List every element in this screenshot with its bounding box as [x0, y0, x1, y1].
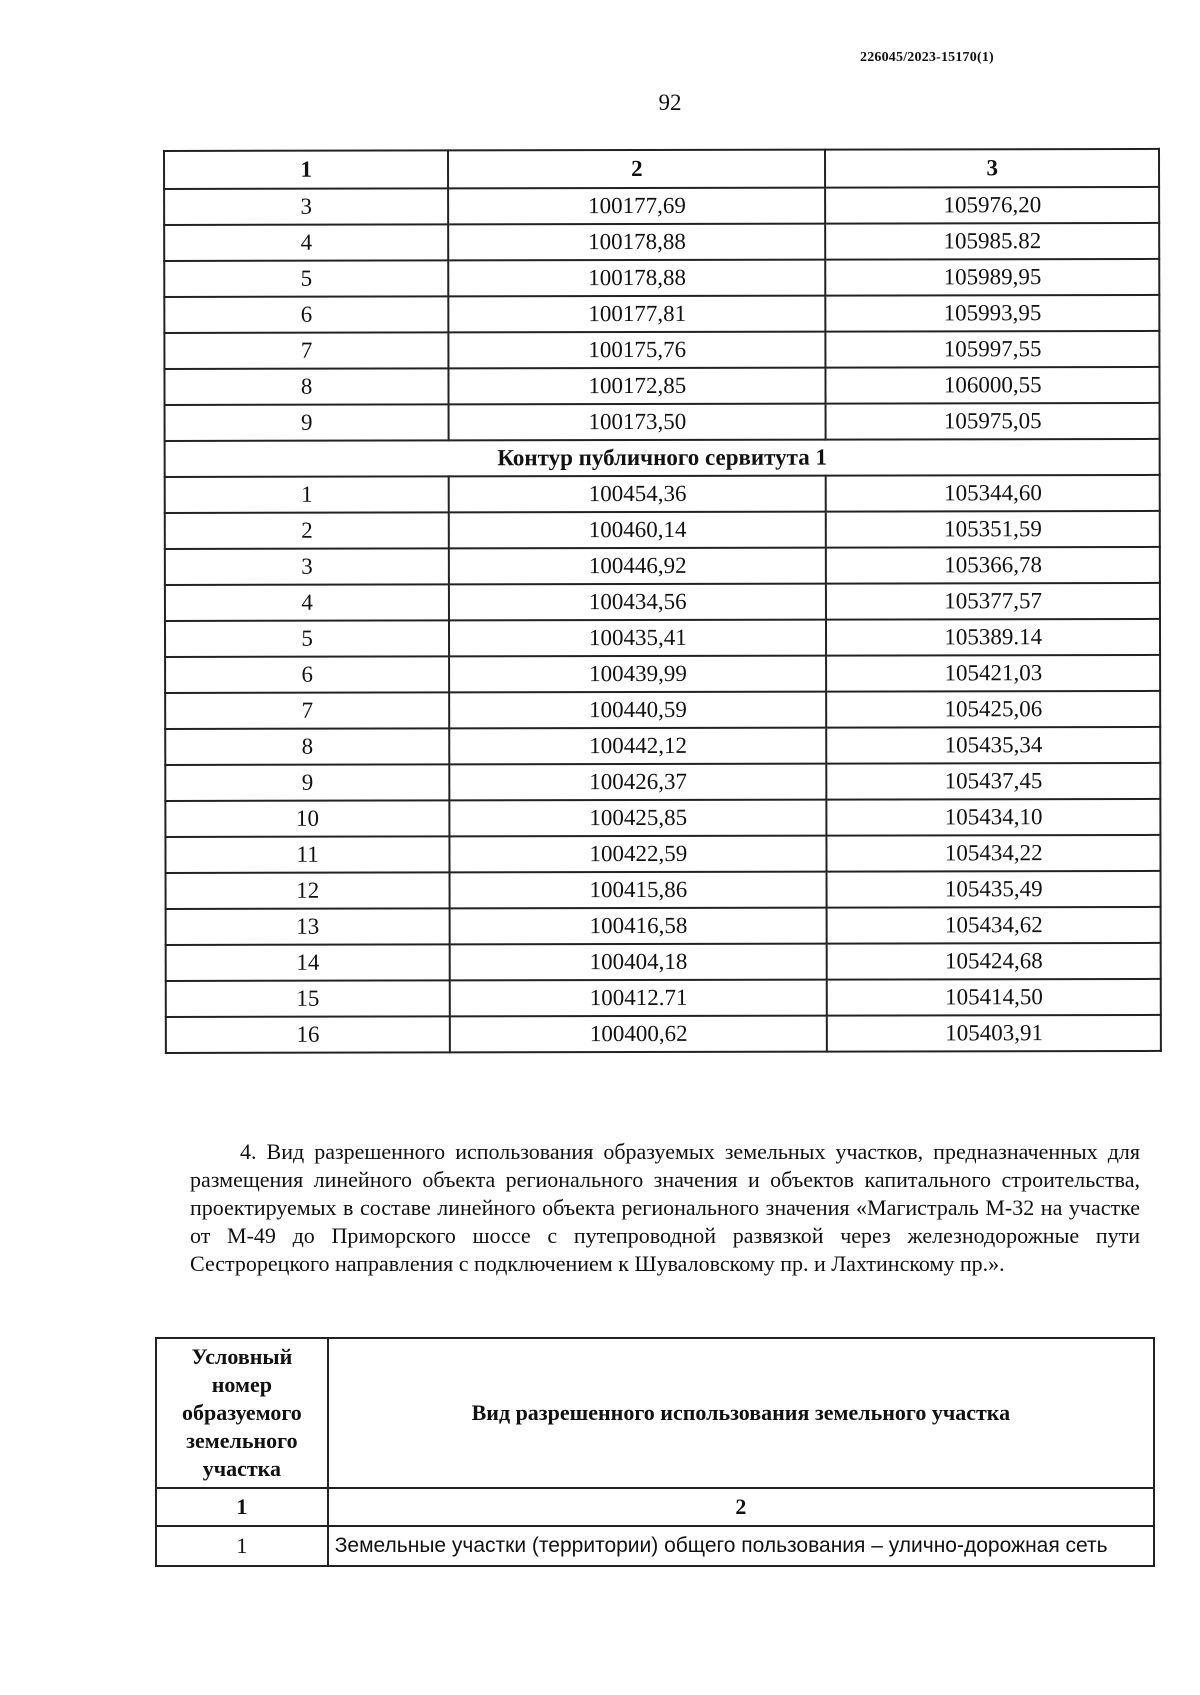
table-cell: 105437,45 — [827, 763, 1161, 800]
table-cell: 105377,57 — [826, 583, 1160, 620]
table-cell: 100400,62 — [450, 1016, 827, 1053]
table-cell: 100175,76 — [449, 332, 826, 369]
table-cell: 100422,59 — [450, 836, 827, 873]
table-cell: 105414,50 — [827, 979, 1161, 1016]
table-cell: 11 — [165, 836, 449, 873]
table-cell: 8 — [164, 368, 448, 405]
table-cell: 100426,37 — [450, 764, 827, 801]
table-cell: 100454,36 — [449, 476, 826, 513]
table-cell: 3 — [165, 548, 449, 585]
table-cell: 106000,55 — [826, 367, 1160, 404]
page-number: 92 — [658, 90, 682, 115]
table-row — [164, 259, 1159, 297]
table-cell: 2 — [165, 512, 449, 549]
table-row — [165, 835, 1160, 873]
table-cell: 100416,58 — [450, 908, 827, 945]
table-cell: 105975,05 — [826, 403, 1160, 440]
table-cell: 100442,12 — [450, 728, 827, 765]
table-row — [165, 475, 1160, 513]
table-row — [166, 943, 1161, 981]
table-cell: Земельные участки (территории) общего пользования – улично-дорожная сеть — [328, 1526, 1154, 1566]
table-cell: 105424,68 — [827, 943, 1161, 980]
table-cell: 4 — [165, 584, 449, 621]
paragraph-text: 4. Вид разрешенного использования образуемых земельных участков, предназначенных для размещения линейного объекта регионального значения и объектов капитального строительства, проектируемых в составе линейного объекта регионального значения «Магистраль М-32 на участке от М-49 до Приморского шоссе с путепроводной развязкой через железнодорожные пути Сестрорецкого направления с подключением к Шуваловскому пр. и Лахтинскому пр.». — [190, 1139, 1140, 1276]
table-row — [164, 187, 1159, 225]
table-row — [166, 871, 1161, 909]
table-row — [165, 691, 1160, 729]
table-cell: 105403,91 — [827, 1015, 1161, 1052]
table-cell: 10 — [165, 800, 449, 837]
table-cell: 9 — [165, 404, 449, 441]
table-row — [166, 1015, 1161, 1053]
table-header-row — [164, 149, 1159, 189]
table-cell: 100415,86 — [450, 872, 827, 909]
table-cell: 8 — [165, 728, 449, 765]
table-row — [165, 583, 1160, 621]
table-cell: 7 — [165, 692, 449, 729]
table-cell: 100425,85 — [450, 800, 827, 837]
table-cell: 100412.71 — [450, 980, 827, 1017]
table-cell: 5 — [164, 260, 448, 297]
table-cell: 105435,49 — [827, 871, 1161, 908]
table-cell: 100435,41 — [449, 620, 826, 657]
table-cell: 105344,60 — [826, 475, 1160, 512]
table-cell: 100460,14 — [449, 512, 826, 549]
table-cell: 100172,85 — [449, 368, 826, 405]
column-number-cell: 1 — [156, 1488, 328, 1526]
table-cell: 105434,22 — [827, 835, 1161, 872]
section-title: Контур публичного сервитута 1 — [165, 439, 1160, 477]
table-cell: 14 — [166, 944, 450, 981]
section-row — [165, 439, 1160, 477]
column-number-row — [156, 1488, 1154, 1526]
table-cell: 105389.14 — [826, 619, 1160, 656]
table-cell: 13 — [166, 908, 450, 945]
table-cell: 6 — [165, 656, 449, 693]
table-cell: 105351,59 — [826, 511, 1160, 548]
table-row — [164, 295, 1159, 333]
table-row — [165, 511, 1160, 549]
table-cell: 105976,20 — [825, 187, 1159, 224]
table-cell: 100178,88 — [449, 260, 826, 297]
table-row — [165, 763, 1160, 801]
table-cell: 6 — [164, 296, 448, 333]
header-cell: 2 — [448, 150, 825, 189]
usage-paragraph — [190, 1138, 1140, 1278]
table-header-row — [156, 1338, 1154, 1488]
header-cell: 3 — [825, 149, 1159, 188]
table-row — [166, 979, 1161, 1017]
table-cell: 100177,69 — [448, 188, 825, 225]
table-cell: 4 — [164, 224, 448, 261]
table-cell: 12 — [166, 872, 450, 909]
table-cell: 16 — [166, 1016, 450, 1053]
table-cell: 105421,03 — [826, 655, 1160, 692]
table-cell: 105434,10 — [827, 799, 1161, 836]
table-cell: 100404,18 — [450, 944, 827, 981]
table-row — [164, 331, 1159, 369]
table-cell: 9 — [165, 764, 449, 801]
table-cell: 100434,56 — [449, 584, 826, 621]
table-cell: 105985.82 — [826, 223, 1160, 260]
table-cell: 105366,78 — [826, 547, 1160, 584]
table-row — [165, 619, 1160, 657]
table-cell: 105425,06 — [827, 691, 1161, 728]
table-cell: 5 — [165, 620, 449, 657]
header-cell: Вид разрешенного использования земельного участка — [328, 1338, 1154, 1488]
table-cell: 105997,55 — [826, 331, 1160, 368]
table-cell: 1 — [165, 476, 449, 513]
table-cell: 105989,95 — [826, 259, 1160, 296]
table-cell: 3 — [164, 188, 448, 225]
table-row — [165, 655, 1160, 693]
table-cell: 100439,99 — [449, 656, 826, 693]
table-row — [166, 907, 1161, 945]
table-cell: 100446,92 — [449, 548, 826, 585]
header-cell: 1 — [164, 150, 448, 189]
coordinates-table — [163, 148, 1162, 1054]
table-cell: 100178,88 — [448, 224, 825, 261]
table-cell: 100177,81 — [449, 296, 826, 333]
table-cell: 105993,95 — [826, 295, 1160, 332]
table-cell: 15 — [166, 980, 450, 1017]
table-cell: 100173,50 — [449, 404, 826, 441]
table-cell: 7 — [164, 332, 448, 369]
table-row — [165, 403, 1160, 441]
header-cell: Условный номер образуемого земельного участка — [156, 1338, 328, 1488]
table-row — [165, 727, 1160, 765]
table-row — [165, 547, 1160, 585]
document-id: 226045/2023-15170(1) — [860, 50, 994, 65]
table-cell: 105435,34 — [827, 727, 1161, 764]
column-number-cell: 2 — [328, 1488, 1154, 1526]
table-row — [156, 1526, 1154, 1566]
table-cell: 105434,62 — [827, 907, 1161, 944]
table-row — [165, 799, 1160, 837]
land-use-table — [155, 1337, 1155, 1567]
table-row — [164, 367, 1159, 405]
table-row — [164, 223, 1159, 261]
table-cell: 1 — [156, 1526, 328, 1566]
table-cell: 100440,59 — [449, 692, 826, 729]
